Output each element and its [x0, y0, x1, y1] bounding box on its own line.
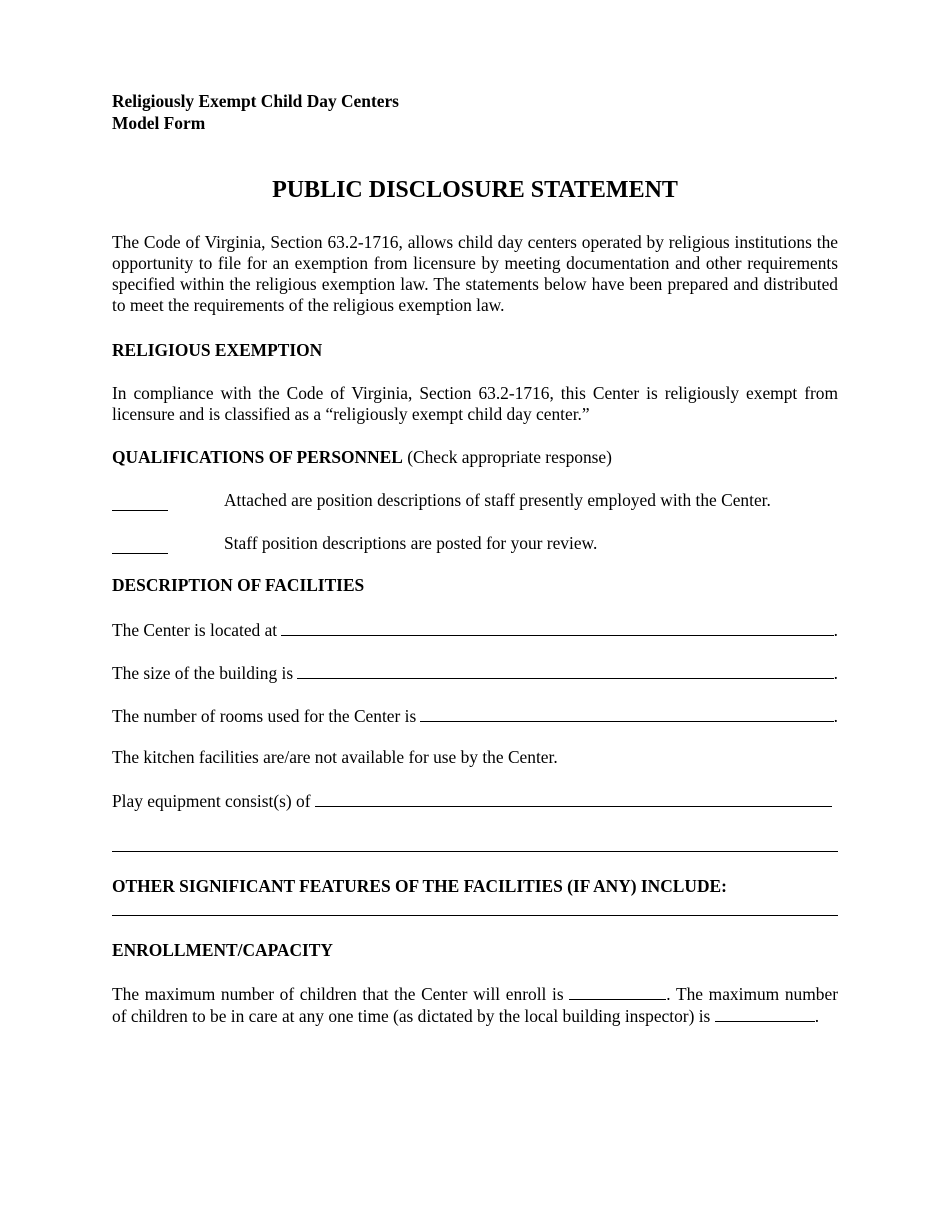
- kitchen-text: The kitchen facilities are/are not available for use by the Center.: [112, 747, 558, 767]
- header-line-2: Model Form: [112, 113, 206, 133]
- enrollment-text-part-1: The maximum number of children that the Center will enroll is: [112, 984, 564, 1004]
- qualification-option-2-label: Staff position descriptions are posted for your review.: [224, 533, 598, 553]
- qualification-option-1-label: Attached are position descriptions of staff presently employed with the Center.: [224, 490, 771, 510]
- page-title: PUBLIC DISCLOSURE STATEMENT: [272, 177, 678, 203]
- header-line-1: Religiously Exempt Child Day Centers: [112, 91, 399, 111]
- checkbox-blank-2[interactable]: [112, 538, 168, 554]
- enrollment-text-end: .: [814, 1006, 820, 1026]
- qualifications-heading-row: [112, 447, 838, 468]
- location-row: [112, 619, 838, 641]
- play-equipment-label: Play equipment consist(s) of: [112, 791, 311, 811]
- qualifications-note: (Check appropriate response): [402, 447, 612, 467]
- form-header: [112, 90, 399, 134]
- play-equipment-field[interactable]: [315, 790, 832, 807]
- checkbox-blank-1[interactable]: [112, 495, 168, 511]
- play-equipment-continuation-line[interactable]: [112, 851, 838, 852]
- max-in-care-field[interactable]: [715, 1005, 815, 1022]
- other-features-line[interactable]: [112, 915, 838, 916]
- facilities-heading: DESCRIPTION OF FACILITIES: [112, 575, 365, 595]
- building-size-row: [112, 662, 838, 684]
- religious-exemption-text: In compliance with the Code of Virginia, Section 63.2-1716, this Center is religiously exempt from licensure and is classified as a “religiously exempt child day center.”: [112, 383, 838, 424]
- rooms-row: [112, 705, 838, 727]
- other-features-heading: OTHER SIGNIFICANT FEATURES OF THE FACILITIES (IF ANY) INCLUDE:: [112, 876, 727, 896]
- location-field[interactable]: [281, 619, 833, 636]
- building-size-field[interactable]: [297, 662, 834, 679]
- enrollment-text: [112, 983, 838, 1027]
- enrollment-heading: ENROLLMENT/CAPACITY: [112, 940, 333, 960]
- play-equipment-row: [112, 790, 832, 812]
- rooms-period: .: [833, 706, 838, 726]
- enrollment-text-part-2: . The maximum number of children to be in care at any one time (as dictated by the local building inspector) is: [112, 984, 838, 1026]
- location-label: The Center is located at: [112, 620, 278, 640]
- max-enroll-field[interactable]: [569, 983, 666, 1000]
- intro-paragraph: The Code of Virginia, Section 63.2-1716, allows child day centers operated by religious institutions the opportunity to file for an exemption from licensure by meeting documentation and other requirements specified within the religious exemption law. The statements below have been prepared and distributed to meet the requirements of the religious exemption law.: [112, 232, 838, 315]
- building-size-label: The size of the building is: [112, 663, 294, 683]
- qualifications-heading: QUALIFICATIONS OF PERSONNEL: [112, 447, 403, 467]
- location-period: .: [833, 620, 838, 640]
- religious-exemption-heading: RELIGIOUS EXEMPTION: [112, 340, 323, 360]
- rooms-field[interactable]: [420, 705, 833, 722]
- rooms-label: The number of rooms used for the Center is: [112, 706, 417, 726]
- building-size-period: .: [833, 663, 838, 683]
